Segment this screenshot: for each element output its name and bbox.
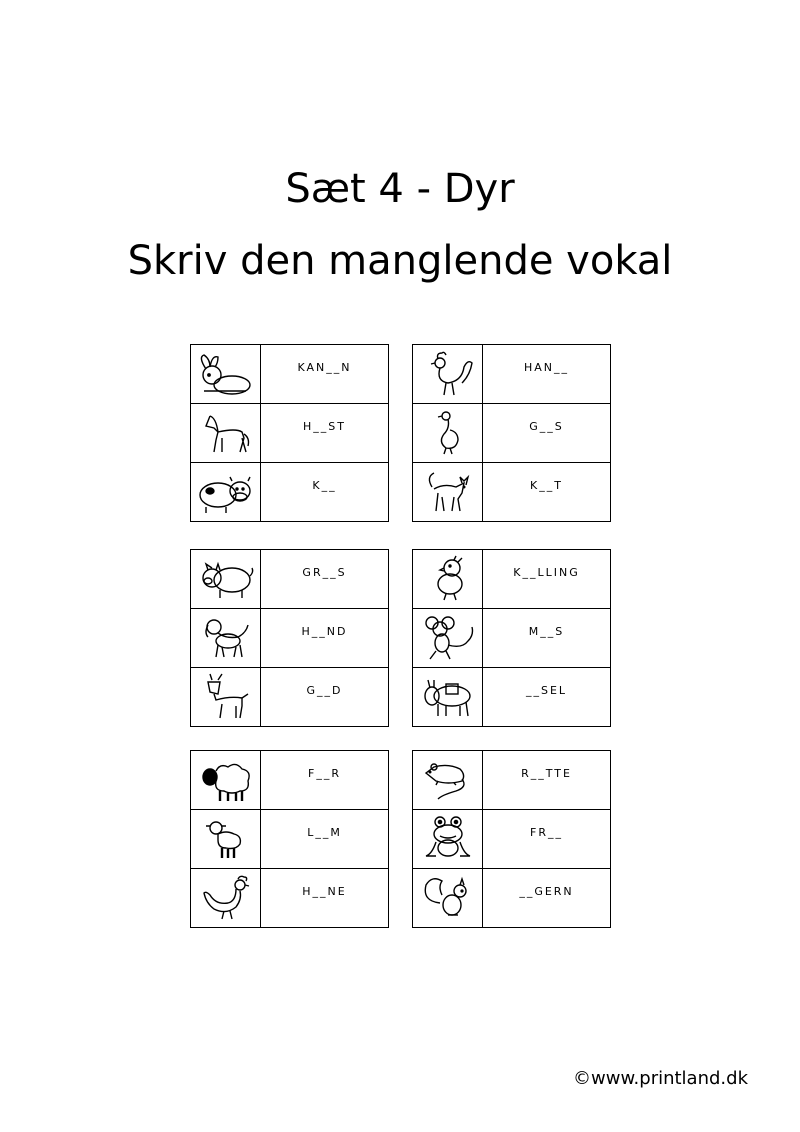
word-cell: L__M [261,810,389,869]
animal-picture-cell [191,810,261,869]
word-cell: H__ND [261,609,389,668]
cow-icon [196,467,256,517]
word-cell: __GERN [483,869,611,928]
donkey-icon [418,672,478,722]
squirrel-icon [418,873,478,923]
word-cell: H__NE [261,869,389,928]
exercise-row [191,345,389,404]
horse-icon [196,408,256,458]
exercise-group-3 [190,549,389,727]
animal-picture-cell [413,345,483,404]
exercise-row [191,810,389,869]
goat-icon [196,672,256,722]
word-cell: FR__ [483,810,611,869]
animal-picture-cell [413,869,483,928]
word-cell: GR__S [261,550,389,609]
exercise-row [413,810,611,869]
animal-picture-cell [413,751,483,810]
animal-picture-cell [413,550,483,609]
exercise-row [191,869,389,928]
rat-icon [418,755,478,805]
animal-picture-cell [191,668,261,727]
exercise-row [413,404,611,463]
exercise-row [191,609,389,668]
animal-picture-cell [413,463,483,522]
word-cell: __SEL [483,668,611,727]
exercise-group-6 [412,750,611,928]
exercise-row [191,550,389,609]
rooster-icon [418,349,478,399]
word-cell: F__R [261,751,389,810]
exercise-row [413,345,611,404]
word-cell: K__LLING [483,550,611,609]
exercise-row [413,463,611,522]
exercise-row [413,869,611,928]
dog-icon [196,613,256,663]
animal-picture-cell [191,404,261,463]
animal-picture-cell [191,463,261,522]
exercise-row [413,751,611,810]
word-cell: K__T [483,463,611,522]
word-cell: R__TTE [483,751,611,810]
animal-picture-cell [413,404,483,463]
animal-picture-cell [413,810,483,869]
animal-picture-cell [191,345,261,404]
exercise-group-2 [412,344,611,522]
chick-icon [418,554,478,604]
word-cell: M__S [483,609,611,668]
exercise-group-4 [412,549,611,727]
word-cell: G__D [261,668,389,727]
exercise-row [191,463,389,522]
animal-picture-cell [191,869,261,928]
exercise-group-1 [190,344,389,522]
exercise-row [191,751,389,810]
lamb-icon [196,814,256,864]
page-title: Sæt 4 - Dyr [285,166,515,212]
animal-picture-cell [413,609,483,668]
cat-icon [418,467,478,517]
copyright-footer: ©www.printland.dk [573,1068,748,1089]
exercise-row [191,668,389,727]
animal-picture-cell [413,668,483,727]
sheep-icon [196,755,256,805]
word-cell: KAN__N [261,345,389,404]
exercise-row [191,404,389,463]
animal-picture-cell [191,550,261,609]
page-subtitle: Skriv den manglende vokal [127,238,673,284]
exercise-group-5 [190,750,389,928]
exercise-row [413,550,611,609]
exercise-row [413,609,611,668]
hen-icon [196,873,256,923]
goose-icon [418,408,478,458]
exercise-row [413,668,611,727]
word-cell: HAN__ [483,345,611,404]
word-cell: H__ST [261,404,389,463]
frog-icon [418,814,478,864]
pig-icon [196,554,256,604]
rabbit-icon [196,349,256,399]
animal-picture-cell [191,751,261,810]
word-cell: K__ [261,463,389,522]
mouse-icon [418,613,478,663]
animal-picture-cell [191,609,261,668]
word-cell: G__S [483,404,611,463]
